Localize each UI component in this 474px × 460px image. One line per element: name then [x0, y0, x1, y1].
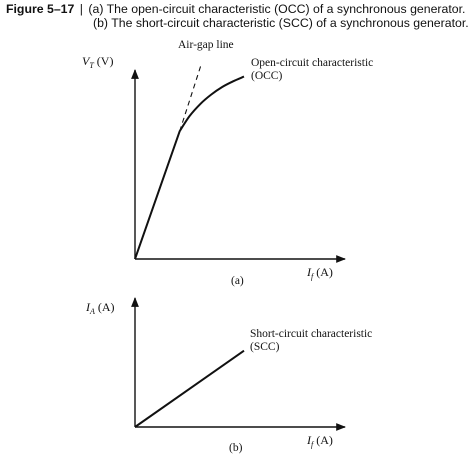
caption-line-a: (a) The open-circuit characteristic (OCC) of a synchronous generator. — [88, 2, 466, 16]
figure-label: Figure 5–17 — [6, 2, 75, 16]
x-axis-label-a: $I_f$ (A) — [307, 265, 333, 281]
occ-curve — [135, 77, 244, 259]
scc-annotation-line2: (SCC) — [250, 341, 280, 353]
panel-label-b: (b) — [229, 442, 243, 454]
occ-annotation-line1: Open-circuit characteristic — [251, 57, 374, 69]
air-gap-annotation: Air-gap line — [178, 39, 234, 51]
caption-line-b: (b) The short-circuit characteristic (SCC) of a synchronous generator. — [93, 16, 469, 30]
scc-annotation-line1: Short-circuit characteristic — [250, 328, 373, 340]
occ-annotation-line2: (OCC) — [251, 70, 283, 82]
air-gap-line — [180, 64, 202, 132]
y-axis-label-b: $I_A$ (A) — [86, 300, 115, 316]
caption-separator: | — [79, 2, 83, 16]
scc-line — [135, 351, 244, 427]
x-axis-label-b: $I_f$ (A) — [307, 433, 333, 449]
panel-label-a: (a) — [231, 275, 244, 287]
panel-a — [82, 39, 373, 287]
panel-b — [85, 298, 372, 454]
y-axis-label-a: $V_T$ (V) — [82, 54, 114, 70]
